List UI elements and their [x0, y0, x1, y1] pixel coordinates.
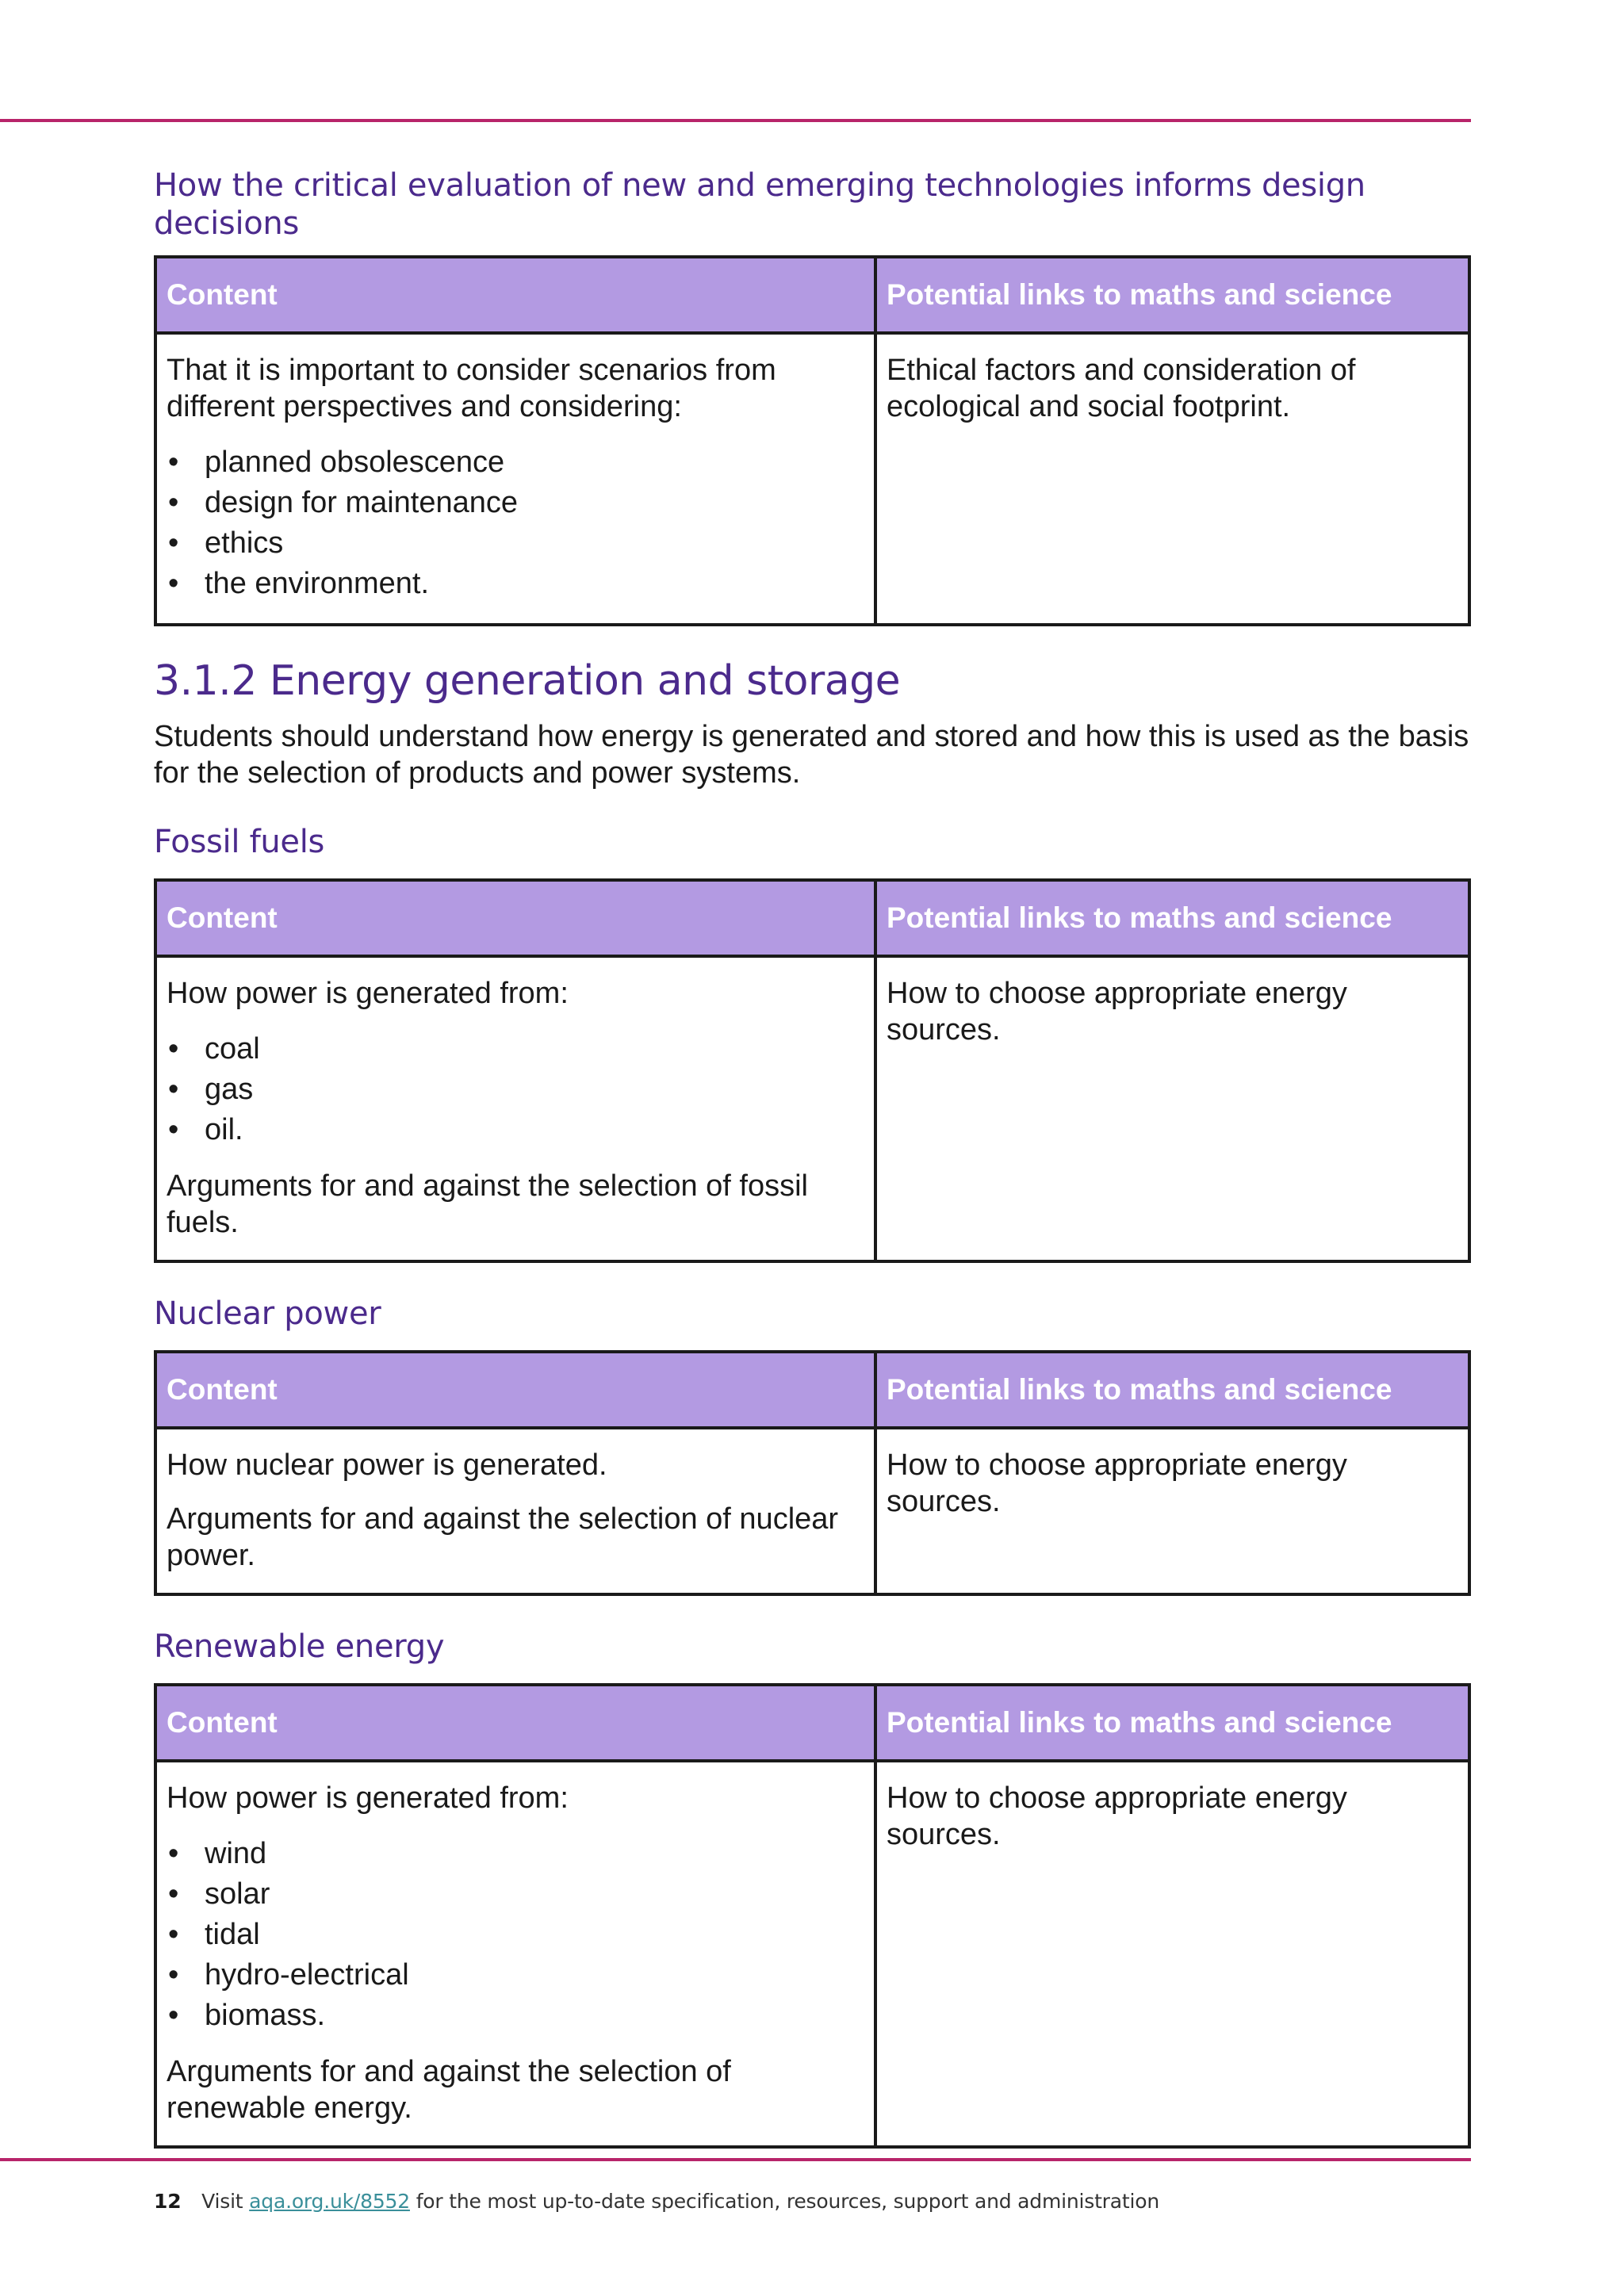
content-column-header: Content — [155, 257, 875, 333]
renewable-energy-table — [154, 1683, 1471, 2149]
header-rule — [0, 119, 1471, 122]
bullet-list — [167, 442, 864, 604]
list-item: • planned obsolescence — [167, 442, 864, 483]
footer-link[interactable]: aqa.org.uk/8552 — [249, 2190, 410, 2213]
table-header-row — [155, 880, 1469, 956]
links-text: How to choose appropriate energy sources. — [887, 1448, 1347, 1519]
links-text: Ethical factors and consideration of ecological and social footprint. — [887, 354, 1356, 423]
content-cell — [155, 1428, 875, 1594]
bullet-list — [167, 1029, 864, 1150]
content-paragraph: How nuclear power is generated. — [167, 1448, 607, 1483]
content-paragraph: Arguments for and against the selection of nuclear power. — [167, 1502, 839, 1573]
content-column-header: Content — [155, 1685, 875, 1761]
links-column-header: Potential links to maths and science — [875, 1352, 1469, 1428]
content-outro: Arguments for and against the selection of renewable energy. — [167, 2055, 731, 2126]
links-column-header: Potential links to maths and science — [875, 1685, 1469, 1761]
list-item: • oil. — [167, 1110, 864, 1150]
links-cell — [875, 1761, 1469, 2147]
list-item: • hydro-electrical — [167, 1955, 864, 1996]
list-item: • gas — [167, 1070, 864, 1110]
fossil-fuels-heading: Fossil fuels — [154, 824, 325, 861]
bullet-list — [167, 1834, 864, 2036]
content-intro: That it is important to consider scenarios from different perspectives and considering: — [167, 354, 776, 423]
list-item: • design for maintenance — [167, 483, 864, 523]
nuclear-power-heading: Nuclear power — [154, 1295, 381, 1333]
content-outro: Arguments for and against the selection of fossil fuels. — [167, 1169, 809, 1240]
links-cell — [875, 956, 1469, 1261]
table-row — [155, 1428, 1469, 1594]
content-intro: How power is generated from: — [167, 977, 569, 1011]
links-text: How to choose appropriate energy sources. — [887, 1781, 1347, 1852]
fossil-fuels-table — [154, 878, 1471, 1263]
table-header-row — [155, 1685, 1469, 1761]
list-item: • tidal — [167, 1915, 864, 1955]
section-heading: 3.1.2 Energy generation and storage — [154, 657, 901, 705]
page-content — [154, 166, 1471, 2149]
table-header-row — [155, 1352, 1469, 1428]
list-item: • ethics — [167, 523, 864, 564]
critical-evaluation-heading: How the critical evaluation of new and emerging technologies informs design decisions — [154, 167, 1365, 242]
list-item: • wind — [167, 1834, 864, 1874]
page-number: 12 — [154, 2190, 182, 2213]
content-cell — [155, 1761, 875, 2147]
content-cell — [155, 333, 875, 625]
list-item: • biomass. — [167, 1996, 864, 2036]
content-cell — [155, 956, 875, 1261]
critical-evaluation-table — [154, 255, 1471, 626]
footer-visit-text: Visit — [201, 2190, 243, 2213]
content-column-header: Content — [155, 1352, 875, 1428]
table-header-row — [155, 257, 1469, 333]
links-cell — [875, 333, 1469, 625]
list-item: • coal — [167, 1029, 864, 1070]
content-intro: How power is generated from: — [167, 1781, 569, 1816]
links-text: How to choose appropriate energy sources. — [887, 977, 1347, 1047]
table-row — [155, 333, 1469, 625]
footer-rest-text: for the most up-to-date specification, resources, support and administration — [416, 2190, 1159, 2213]
renewable-energy-heading: Renewable energy — [154, 1628, 445, 1666]
list-item: • the environment. — [167, 564, 864, 604]
table-row — [155, 956, 1469, 1261]
list-item: • solar — [167, 1874, 864, 1915]
table-row — [155, 1761, 1469, 2147]
page-footer — [154, 2190, 1159, 2213]
links-column-header: Potential links to maths and science — [875, 880, 1469, 956]
links-column-header: Potential links to maths and science — [875, 257, 1469, 333]
links-cell — [875, 1428, 1469, 1594]
content-column-header: Content — [155, 880, 875, 956]
nuclear-power-table — [154, 1350, 1471, 1596]
section-intro: Students should understand how energy is generated and stored and how this is used as the basis for the selection of products and power systems. — [154, 720, 1469, 790]
footer-rule — [0, 2158, 1471, 2161]
